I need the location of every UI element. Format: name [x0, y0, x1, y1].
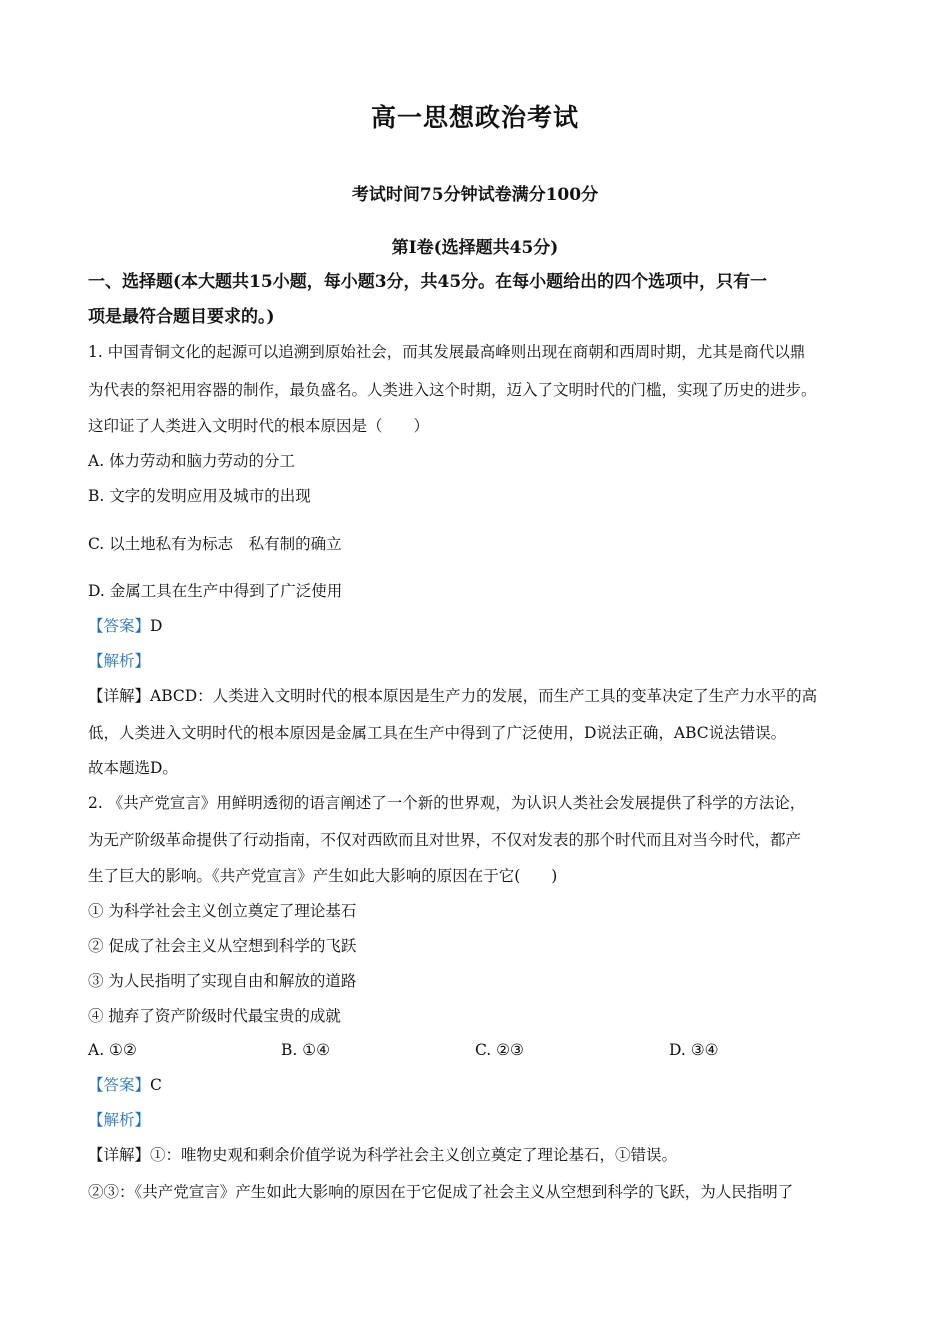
part-heading: 第Ⅰ卷(选择题共45分) [391, 238, 559, 258]
page-title: 高一思想政治考试 [370, 103, 579, 132]
q2-analysis-tag: 【解析】 [88, 1111, 151, 1129]
q2-detail-line2: ②③：《共产党宣言》产生如此大影响的原因在于它促成了社会主义从空想到科学的飞跃，为人民指明了 [88, 1183, 794, 1201]
answer-value: D [150, 617, 163, 635]
q1-option-a: A. 体力劳动和脑力劳动的分工 [88, 452, 296, 470]
q1-detail-line3: 故本题选D。 [88, 759, 178, 777]
q1-answer [88, 616, 162, 636]
q2-item-2: ② 促成了社会主义从空想到科学的飞跃 [88, 937, 357, 955]
q2-stem-line2: 为无产阶级革命提供了行动指南，不仅对西欧而且对世界，不仅对发表的那个时代而且对当今时代，都产 [88, 831, 802, 849]
q2-stem-line3: 生了巨大的影响。《共产党宣言》产生如此大影响的原因在于它( ) [88, 867, 558, 885]
q1-detail-line2: 低，人类进入文明时代的根本原因是金属工具在生产中得到了广泛使用，D说法正确，ABC说法错误。 [88, 724, 787, 742]
q2-detail-line1: 【详解】①：唯物史观和剩余价值学说为科学社会主义创立奠定了理论基石，①错误。 [88, 1146, 678, 1164]
q2-answer [88, 1075, 162, 1095]
q1-analysis-tag: 【解析】 [88, 652, 151, 670]
q2-option-b: B. ①④ [281, 1041, 331, 1059]
q2-option-d: D. ③④ [669, 1041, 719, 1059]
q2-option-c: C. ②③ [475, 1041, 524, 1059]
q2-item-3: ③ 为人民指明了实现自由和解放的道路 [88, 972, 357, 990]
q1-stem-line1: 1. 中国青铜文化的起源可以追溯到原始社会，而其发展最高峰则出现在商朝和西周时期，尤其是商代以鼎 [88, 343, 806, 361]
answer-tag: 【答案】 [88, 1076, 151, 1094]
answer-tag: 【答案】 [88, 617, 151, 635]
q1-detail-line1: 【详解】ABCD：人类进入文明时代的根本原因是生产力的发展，而生产工具的变革决定了生产力水平的高 [88, 687, 818, 705]
q2-item-4: ④ 抛弃了资产阶级时代最宝贵的成就 [88, 1007, 341, 1025]
q1-option-b: B. 文字的发明应用及城市的出现 [88, 487, 311, 505]
answer-value: C [150, 1076, 162, 1094]
exam-info: 考试时间75分钟试卷满分100分 [351, 185, 599, 205]
q2-stem-line1: 2. 《共产党宣言》用鲜明透彻的语言阐述了一个新的世界观，为认识人类社会发展提供了科学的方法论， [88, 794, 806, 812]
q2-option-a: A. ①② [88, 1041, 137, 1059]
section-instruction-line2: 项是最符合题目要求的。) [88, 307, 275, 327]
q1-stem-line3: 这印证了人类进入文明时代的根本原因是（ ） [88, 417, 430, 435]
q1-stem-line2: 为代表的祭祀用容器的制作，最负盛名。人类进入这个时期，迈入了文明时代的门槛，实现了历史的进步。 [88, 381, 817, 399]
q1-option-c: C. 以土地私有为标志 私有制的确立 [88, 535, 342, 553]
section-instruction-line1: 一、选择题(本大题共15小题，每小题3分，共45分。在每小题给出的四个选项中，只有一 [88, 272, 768, 292]
q1-option-d: D. 金属工具在生产中得到了广泛使用 [88, 582, 343, 600]
q2-item-1: ① 为科学社会主义创立奠定了理论基石 [88, 902, 357, 920]
